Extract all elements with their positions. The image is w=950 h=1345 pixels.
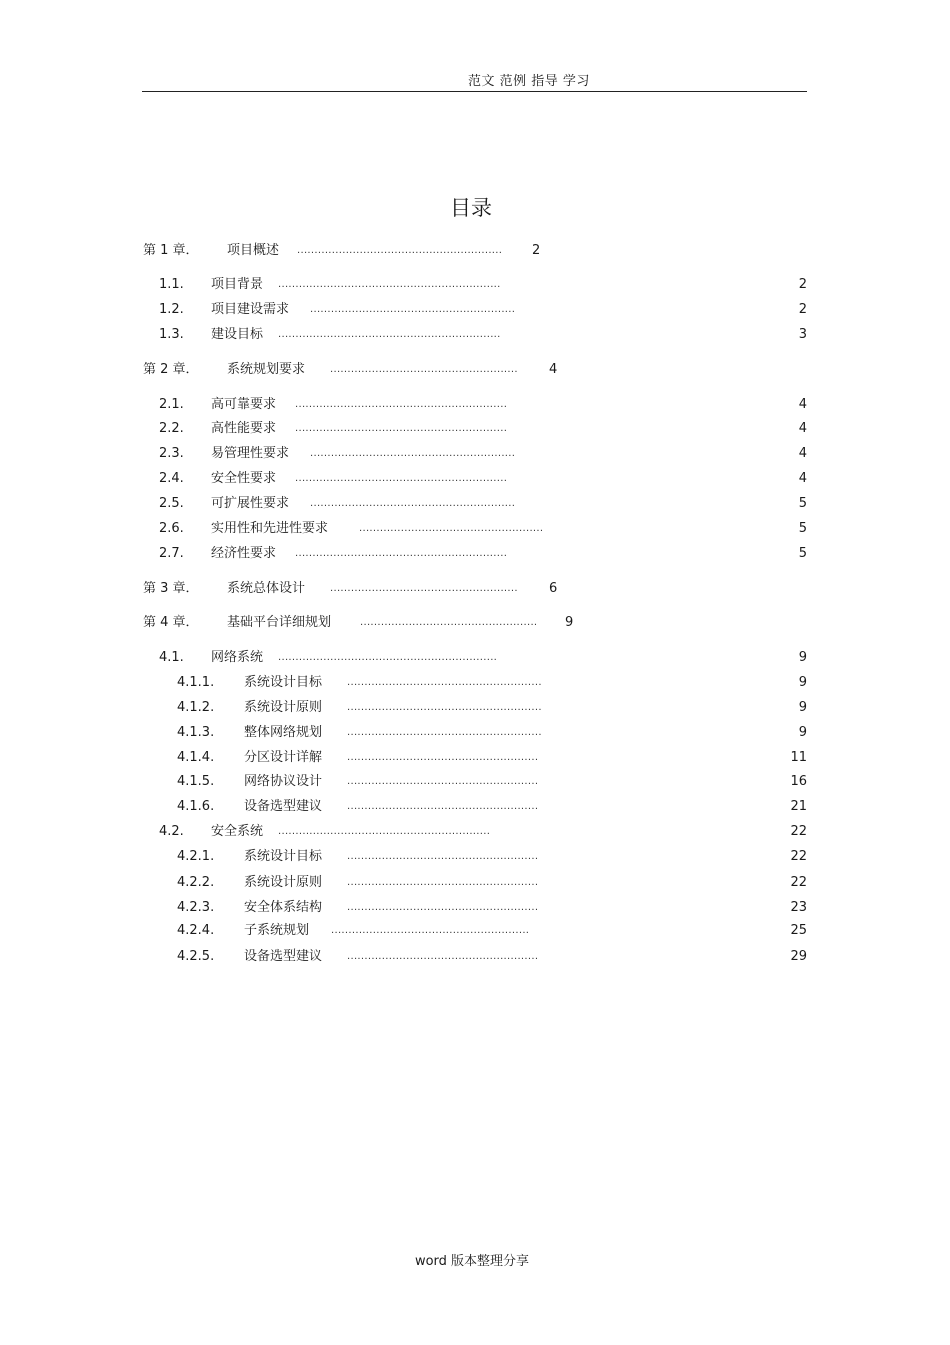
toc-page-number: 6 [549,581,558,596]
toc-subsection-label: 系统设计原则 [244,700,323,715]
toc-section-num: 4.2. [159,824,184,839]
toc-leader-dots: ........................................................ [347,677,542,688]
toc-subsection-label: 子系统规划 [244,923,310,938]
toc-leader-dots: ........................................................... [310,448,516,459]
toc-subsection-label: 系统设计原则 [244,875,323,890]
toc-leader-dots: ................................................................ [278,279,501,290]
toc-leader-dots: ..................................................... [359,523,544,534]
toc-subsection-4-2-3[interactable] [0,898,950,918]
toc-section-label: 高性能要求 [211,421,277,436]
toc-subsection-num: 4.1.3. [177,725,215,740]
toc-chapter-num: 第 4 章． [143,615,199,630]
toc-subsection-4-1-1[interactable] [0,673,950,693]
toc-leader-dots: ............................................................. [278,826,491,837]
toc-subsection-4-1-3[interactable] [0,723,950,743]
toc-chapter-1[interactable] [0,241,950,261]
toc-chapter-4[interactable] [0,613,950,633]
toc-page-number: 25 [790,923,807,938]
toc-section-2-4[interactable] [0,469,950,489]
toc-chapter-num: 第 1 章． [143,243,199,258]
toc-section-num: 2.5. [159,496,184,511]
toc-chapter-2[interactable] [0,360,950,380]
toc-subsection-num: 4.2.3. [177,900,215,915]
toc-chapter-label: 系统规划要求 [227,362,306,377]
toc-subsection-label: 网络协议设计 [244,774,323,789]
toc-section-num: 1.1. [159,277,184,292]
toc-chapter-label: 基础平台详细规划 [227,615,332,630]
toc-subsection-4-1-6[interactable] [0,797,950,817]
toc-page-number: 4 [798,421,807,436]
toc-section-label: 高可靠要求 [211,397,277,412]
toc-section-num: 1.2. [159,302,184,317]
toc-section-label: 经济性要求 [211,546,277,561]
toc-section-1-2[interactable] [0,300,950,320]
toc-page-number: 4 [798,397,807,412]
toc-page-number: 3 [798,327,807,342]
toc-section-label: 项目背景 [211,277,264,292]
toc-leader-dots: ........................................................... [310,304,516,315]
toc-leader-dots: ....................................................... [347,776,539,787]
toc-chapter-label: 项目概述 [227,243,280,258]
toc-section-label: 项目建设需求 [211,302,290,317]
toc-page-number: 9 [798,700,807,715]
toc-leader-dots: ...................................................... [330,364,518,375]
toc-leader-dots: ........................................................ [347,702,542,713]
toc-chapter-num: 第 3 章． [143,581,199,596]
toc-leader-dots: ........................................................... [310,498,516,509]
toc-section-label: 网络系统 [211,650,264,665]
toc-section-2-5[interactable] [0,494,950,514]
toc-subsection-4-2-4[interactable] [0,921,950,941]
toc-leader-dots: ......................................................... [331,925,530,936]
toc-section-label: 建设目标 [211,327,264,342]
toc-section-num: 2.2. [159,421,184,436]
toc-leader-dots: ....................................................... [347,902,539,913]
toc-section-2-6[interactable] [0,519,950,539]
toc-leader-dots: ....................................................... [347,851,539,862]
toc-page-number: 22 [790,875,807,890]
page-footer: word 版本整理分享 [414,1254,530,1269]
toc-leader-dots: ................................................................ [278,329,501,340]
toc-section-num: 2.7. [159,546,184,561]
toc-section-num: 2.1. [159,397,184,412]
toc-page-number: 4 [798,471,807,486]
toc-subsection-label: 安全体系结构 [244,900,323,915]
toc-subsection-num: 4.2.4. [177,923,215,938]
toc-section-label: 安全系统 [211,824,264,839]
toc-page-number: 23 [790,900,807,915]
toc-section-num: 2.6. [159,521,184,536]
toc-leader-dots: ............................................................... [278,652,498,663]
toc-leader-dots: ............................................................. [295,473,508,484]
toc-subsection-4-2-5[interactable] [0,947,950,967]
toc-section-label: 易管理性要求 [211,446,290,461]
toc-page-number: 29 [790,949,807,964]
toc-subsection-label: 设备选型建议 [244,949,323,964]
toc-section-label: 安全性要求 [211,471,277,486]
toc-section-1-3[interactable] [0,325,950,345]
toc-page-number: 9 [798,725,807,740]
toc-page-number: 2 [532,243,541,258]
toc-chapter-3[interactable] [0,579,950,599]
toc-leader-dots: ........................................................ [347,727,542,738]
toc-section-num: 2.3. [159,446,184,461]
toc-subsection-num: 4.1.6. [177,799,215,814]
toc-subsection-num: 4.1.1. [177,675,215,690]
toc-page-number: 9 [798,650,807,665]
toc-page-number: 2 [798,302,807,317]
toc-page-number: 21 [790,799,807,814]
toc-page-number: 2 [798,277,807,292]
toc-leader-dots: ............................................................. [295,548,508,559]
toc-subsection-4-2-1[interactable] [0,847,950,867]
toc-section-num: 1.3. [159,327,184,342]
toc-subsection-4-1-4[interactable] [0,748,950,768]
toc-page-number: 16 [790,774,807,789]
toc-subsection-label: 系统设计目标 [244,849,323,864]
toc-leader-dots: ........................................................... [297,245,503,256]
toc-section-4-2[interactable] [0,822,950,842]
toc-section-4-1[interactable] [0,648,950,668]
toc-section-2-1[interactable] [0,395,950,415]
toc-page-number: 11 [790,750,807,765]
toc-page-number: 22 [790,824,807,839]
toc-subsection-label: 分区设计详解 [244,750,323,765]
toc-subsection-num: 4.2.1. [177,849,215,864]
toc-leader-dots: ....................................................... [347,752,539,763]
toc-title: 目录 [450,196,492,220]
toc-section-label: 可扩展性要求 [211,496,290,511]
toc-subsection-label: 整体网络规划 [244,725,323,740]
toc-page-number: 5 [798,521,807,536]
toc-subsection-num: 4.1.5. [177,774,215,789]
header-text: 范文 范例 指导 学习 [468,74,590,89]
toc-subsection-4-2-2[interactable] [0,873,950,893]
toc-chapter-label: 系统总体设计 [227,581,306,596]
toc-section-2-3[interactable] [0,444,950,464]
toc-subsection-num: 4.1.2. [177,700,215,715]
toc-page-number: 22 [790,849,807,864]
toc-section-num: 2.4. [159,471,184,486]
toc-section-2-7[interactable] [0,544,950,564]
toc-subsection-4-1-5[interactable] [0,772,950,792]
toc-leader-dots: ................................................... [360,617,538,628]
toc-page-number: 5 [798,546,807,561]
toc-leader-dots: ....................................................... [347,877,539,888]
toc-page-number: 9 [565,615,574,630]
toc-page-number: 5 [798,496,807,511]
toc-subsection-num: 4.2.5. [177,949,215,964]
toc-subsection-4-1-2[interactable] [0,698,950,718]
toc-leader-dots: ............................................................. [295,423,508,434]
toc-leader-dots: ...................................................... [330,583,518,594]
toc-section-label: 实用性和先进性要求 [211,521,329,536]
toc-page-number: 4 [549,362,558,377]
toc-subsection-label: 设备选型建议 [244,799,323,814]
toc-section-2-2[interactable] [0,419,950,439]
toc-subsection-label: 系统设计目标 [244,675,323,690]
toc-page-number: 9 [798,675,807,690]
toc-leader-dots: ....................................................... [347,951,539,962]
toc-section-num: 4.1. [159,650,184,665]
toc-page-number: 4 [798,446,807,461]
toc-subsection-num: 4.2.2. [177,875,215,890]
toc-chapter-num: 第 2 章． [143,362,199,377]
toc-section-1-1[interactable] [0,275,950,295]
toc-leader-dots: ............................................................. [295,399,508,410]
toc-leader-dots: ....................................................... [347,801,539,812]
toc-subsection-num: 4.1.4. [177,750,215,765]
